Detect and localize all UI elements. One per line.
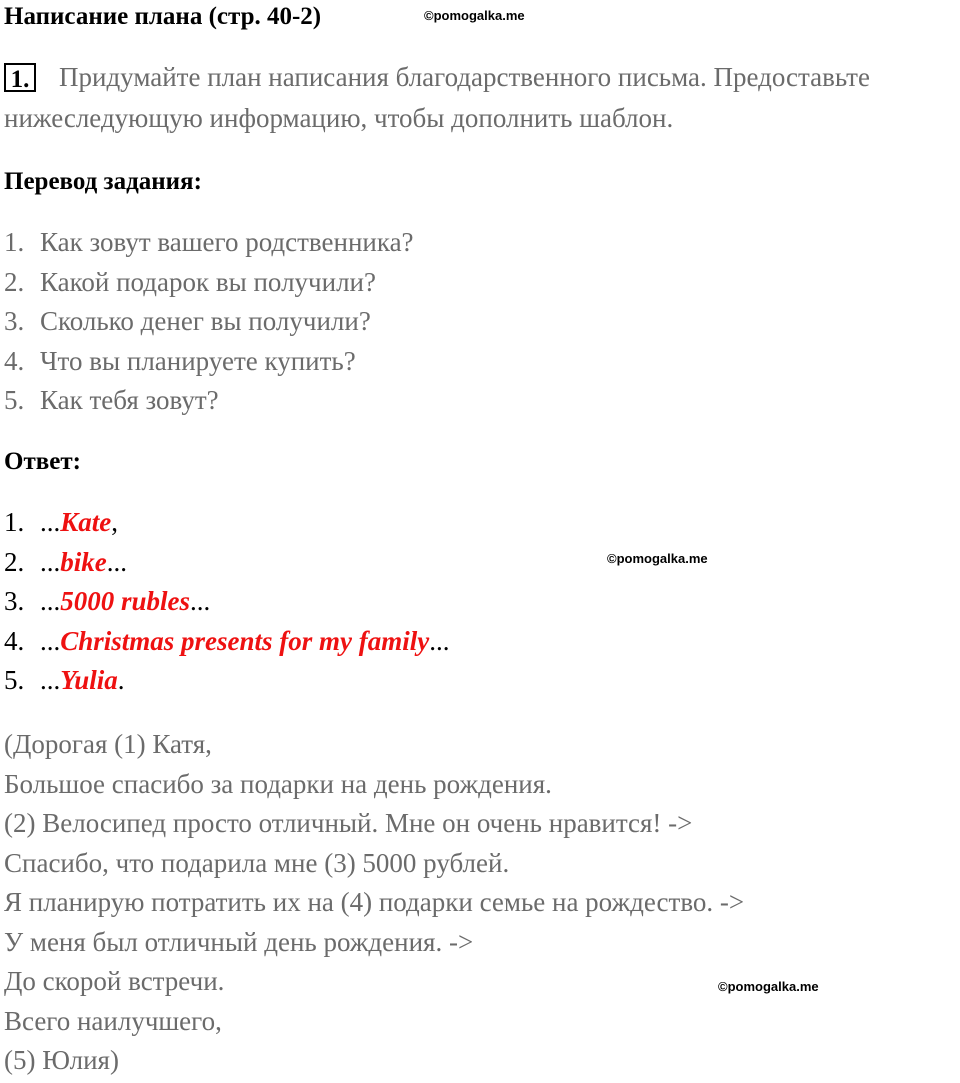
question-number: 2.	[4, 266, 25, 297]
answer-item	[4, 624, 450, 664]
answer-prefix: ...	[40, 507, 61, 537]
answer-value: Yulia	[60, 665, 118, 695]
answer-item	[4, 545, 450, 585]
answer-value: 5000 rubles	[60, 586, 191, 616]
question-item	[4, 304, 414, 344]
answer-suffix: .	[117, 665, 125, 695]
letter-line: До скорой встречи.	[4, 966, 225, 996]
question-item	[4, 344, 414, 384]
answer-number: 3.	[4, 586, 25, 616]
question-item	[4, 265, 414, 305]
answer-prefix: ...	[40, 586, 61, 616]
answer-prefix: ...	[40, 665, 61, 695]
question-text: Сколько денег вы получили?	[40, 306, 371, 336]
question-number: 3.	[4, 306, 25, 336]
question-text: Как тебя зовут?	[40, 385, 219, 415]
letter-line: У меня был отличный день рождения. ->	[4, 926, 474, 957]
translation-heading: Перевод задания:	[4, 168, 202, 195]
answer-suffix: ...	[429, 625, 450, 656]
watermark-middle: ©pomogalka.me	[607, 551, 708, 566]
answer-number: 1.	[4, 507, 25, 537]
answer-item	[4, 663, 450, 703]
answer-suffix: ,	[111, 507, 118, 537]
letter-line: (5) Юлия)	[4, 1045, 119, 1075]
letter-line: Большое спасибо за подарки на день рождения.	[4, 768, 552, 799]
question-text: Что вы планируете купить?	[40, 345, 356, 376]
answer-number: 5.	[4, 665, 25, 695]
answer-prefix: ...	[40, 546, 61, 577]
translation-question-list	[4, 225, 414, 423]
question-number: 4.	[4, 345, 25, 376]
letter-line: Спасибо, что подарила мне (3) 5000 рублей.	[4, 847, 510, 878]
question-number: 1.	[4, 227, 25, 257]
letter-line: (Дорогая (1) Катя,	[4, 729, 212, 759]
task-text-line-2: нижеследующую информацию, чтобы дополнить шаблон.	[4, 103, 674, 133]
question-number: 5.	[4, 385, 25, 415]
watermark-top: ©pomogalka.me	[424, 8, 525, 23]
answer-heading: Ответ:	[4, 448, 81, 475]
answer-value: Christmas presents for my family	[60, 625, 430, 656]
answer-value: Kate	[60, 507, 112, 537]
answer-list	[4, 505, 450, 703]
answer-item	[4, 505, 450, 545]
question-item	[4, 383, 414, 423]
answer-item	[4, 584, 450, 624]
answer-prefix: ...	[40, 625, 61, 656]
question-text: Как зовут вашего родственника?	[40, 227, 414, 257]
watermark-bottom: ©pomogalka.me	[718, 979, 819, 994]
question-item	[4, 225, 414, 265]
question-text: Какой подарок вы получили?	[40, 266, 376, 297]
answer-suffix: ...	[190, 586, 211, 616]
task-text-line-1: Придумайте план написания благодарственного письма. Предоставьте	[59, 62, 870, 92]
answer-value: bike	[60, 546, 107, 577]
letter-line: Я планирую потратить их на (4) подарки семье на рождество. ->	[4, 887, 745, 917]
letter-line: (2) Велосипед просто отличный. Мне он очень нравится! ->	[4, 808, 693, 838]
letter-line: Всего наилучшего,	[4, 1005, 222, 1036]
letter-text	[4, 727, 744, 1083]
answer-suffix: ...	[106, 546, 127, 577]
task-number-box: 1.	[4, 63, 36, 92]
page-title: Написание плана (стр. 40-2)	[4, 3, 322, 30]
answer-number: 2.	[4, 546, 25, 577]
answer-number: 4.	[4, 625, 25, 656]
